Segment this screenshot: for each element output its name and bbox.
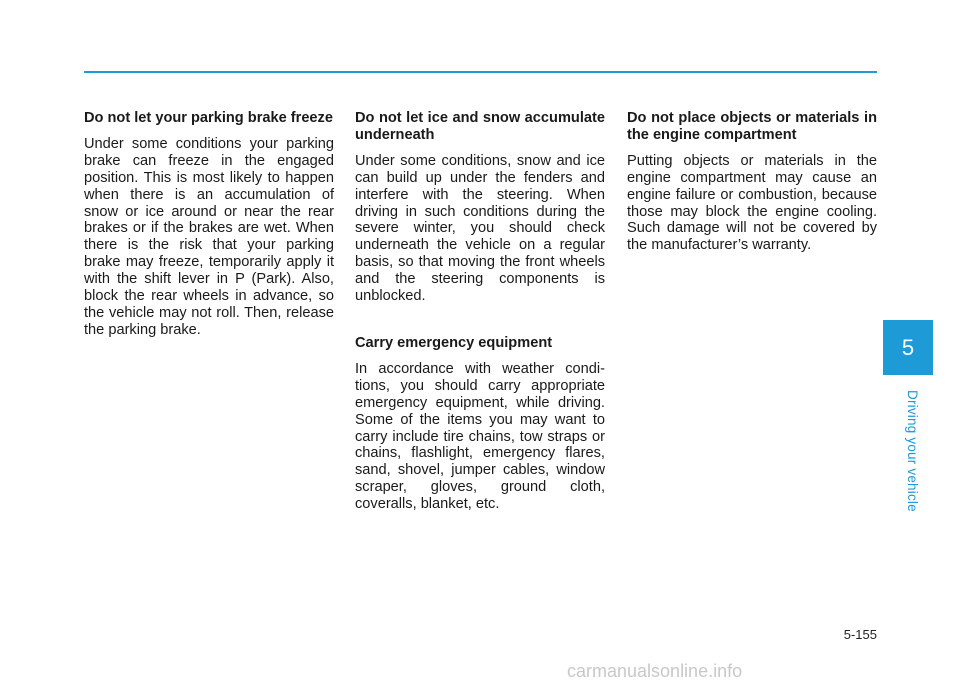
text-column-3 bbox=[627, 110, 877, 254]
section-body-ice-snow: Under some conditions, snow and ice can build up under the fenders and interfere with the steering. When driving in such conditions during the severe winter, you should check underneath the vehicle on a regular basis, so that moving the front wheels and the steering components is unblocked. bbox=[355, 152, 605, 305]
section-body-parking-brake: Under some conditions your parking brake can freeze in the engaged position. This is most likely to happen when there is an accumulation of snow or ice around or near the rear brakes or if the brakes are wet. When there is the risk that your parking brake may freeze, temporarily apply it with the shift lever in P (Park). Also, block the rear wheels in advance, so the vehicle may not roll. Then, release the parking brake. bbox=[84, 135, 334, 338]
chapter-number-tab: 5 bbox=[883, 320, 933, 375]
section-heading-ice-snow: Do not let ice and snow accumulate underneath bbox=[355, 110, 605, 143]
chapter-title: Driving your vehicle bbox=[905, 390, 920, 512]
header-rule bbox=[84, 71, 877, 73]
text-column-2 bbox=[355, 110, 605, 513]
watermark: carmanualsonline.info bbox=[567, 661, 743, 681]
section-heading-engine-compartment: Do not place objects or materials in the engine compartment bbox=[627, 110, 877, 143]
text-column-1 bbox=[84, 110, 334, 339]
section-body-emergency-equipment: In accordance with weather conditions, you should carry appropriate emergency equipment, while driving. Some of the items you may want to carry include tire chains, tow straps or chains, flashlight, emergency flares, sand, shovel, jumper cables, window scraper, gloves, ground cloth, coveralls, blanket, etc. bbox=[355, 360, 605, 513]
section-body-engine-compartment: Putting objects or materials in the engine compartment may cause an engine failure or combustion, because those may block the engine cooling. Such damage will not be covered by the manufacturer’s warranty. bbox=[627, 152, 877, 254]
section-heading-parking-brake: Do not let your parking brake freeze bbox=[84, 110, 333, 126]
page-number: 5-155 bbox=[843, 627, 877, 642]
section-heading-emergency-equipment: Carry emergency equipment bbox=[355, 334, 553, 351]
section-spacer bbox=[355, 305, 605, 335]
